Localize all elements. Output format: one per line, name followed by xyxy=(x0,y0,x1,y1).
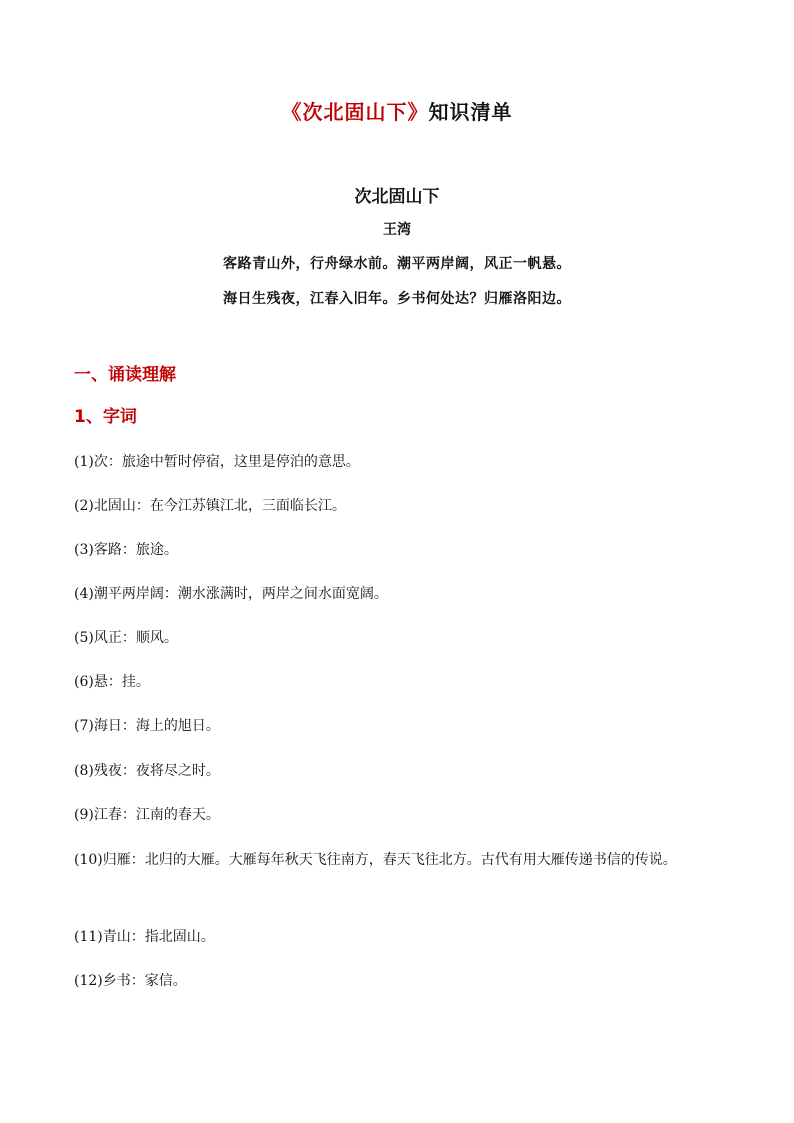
page-title-suffix: 知识清单 xyxy=(428,100,513,124)
glossary-item: (11)青山：指北固山。 xyxy=(74,929,215,945)
poem-author: 王湾 xyxy=(383,222,411,238)
glossary-item: (12)乡书：家信。 xyxy=(74,973,187,989)
glossary-item: (9)江春：江南的春天。 xyxy=(74,807,220,823)
glossary-item: (1)次：旅途中暂时停宿，这里是停泊的意思。 xyxy=(74,454,360,470)
poem-title: 次北固山下 xyxy=(354,187,440,207)
page-title xyxy=(0,96,794,125)
glossary-item: (10)归雁：北归的大雁。大雁每年秋天飞往南方，春天飞往北方。古代有用大雁传递书信的传说。 xyxy=(74,852,677,868)
section-heading: 一、诵读理解 xyxy=(74,365,176,385)
subsection-heading: 1、字词 xyxy=(74,407,137,427)
glossary-item: (3)客路：旅途。 xyxy=(74,542,178,558)
glossary-item: (6)悬：挂。 xyxy=(74,674,150,690)
page-title-poem: 《次北固山下》 xyxy=(281,100,429,124)
poem-line-1: 客路青山外，行舟绿水前。潮平两岸阔，风正一帆悬。 xyxy=(223,256,571,272)
glossary-item: (8)残夜：夜将尽之时。 xyxy=(74,763,220,779)
glossary-item: (5)风正：顺风。 xyxy=(74,630,178,646)
glossary-item: (7)海日：海上的旭日。 xyxy=(74,718,220,734)
glossary-item: (2)北固山：在今江苏镇江北，三面临长江。 xyxy=(74,498,346,514)
poem-line-2: 海日生残夜，江春入旧年。乡书何处达？归雁洛阳边。 xyxy=(223,291,571,307)
glossary-item: (4)潮平两岸阔：潮水涨满时，两岸之间水面宽阔。 xyxy=(74,586,388,602)
